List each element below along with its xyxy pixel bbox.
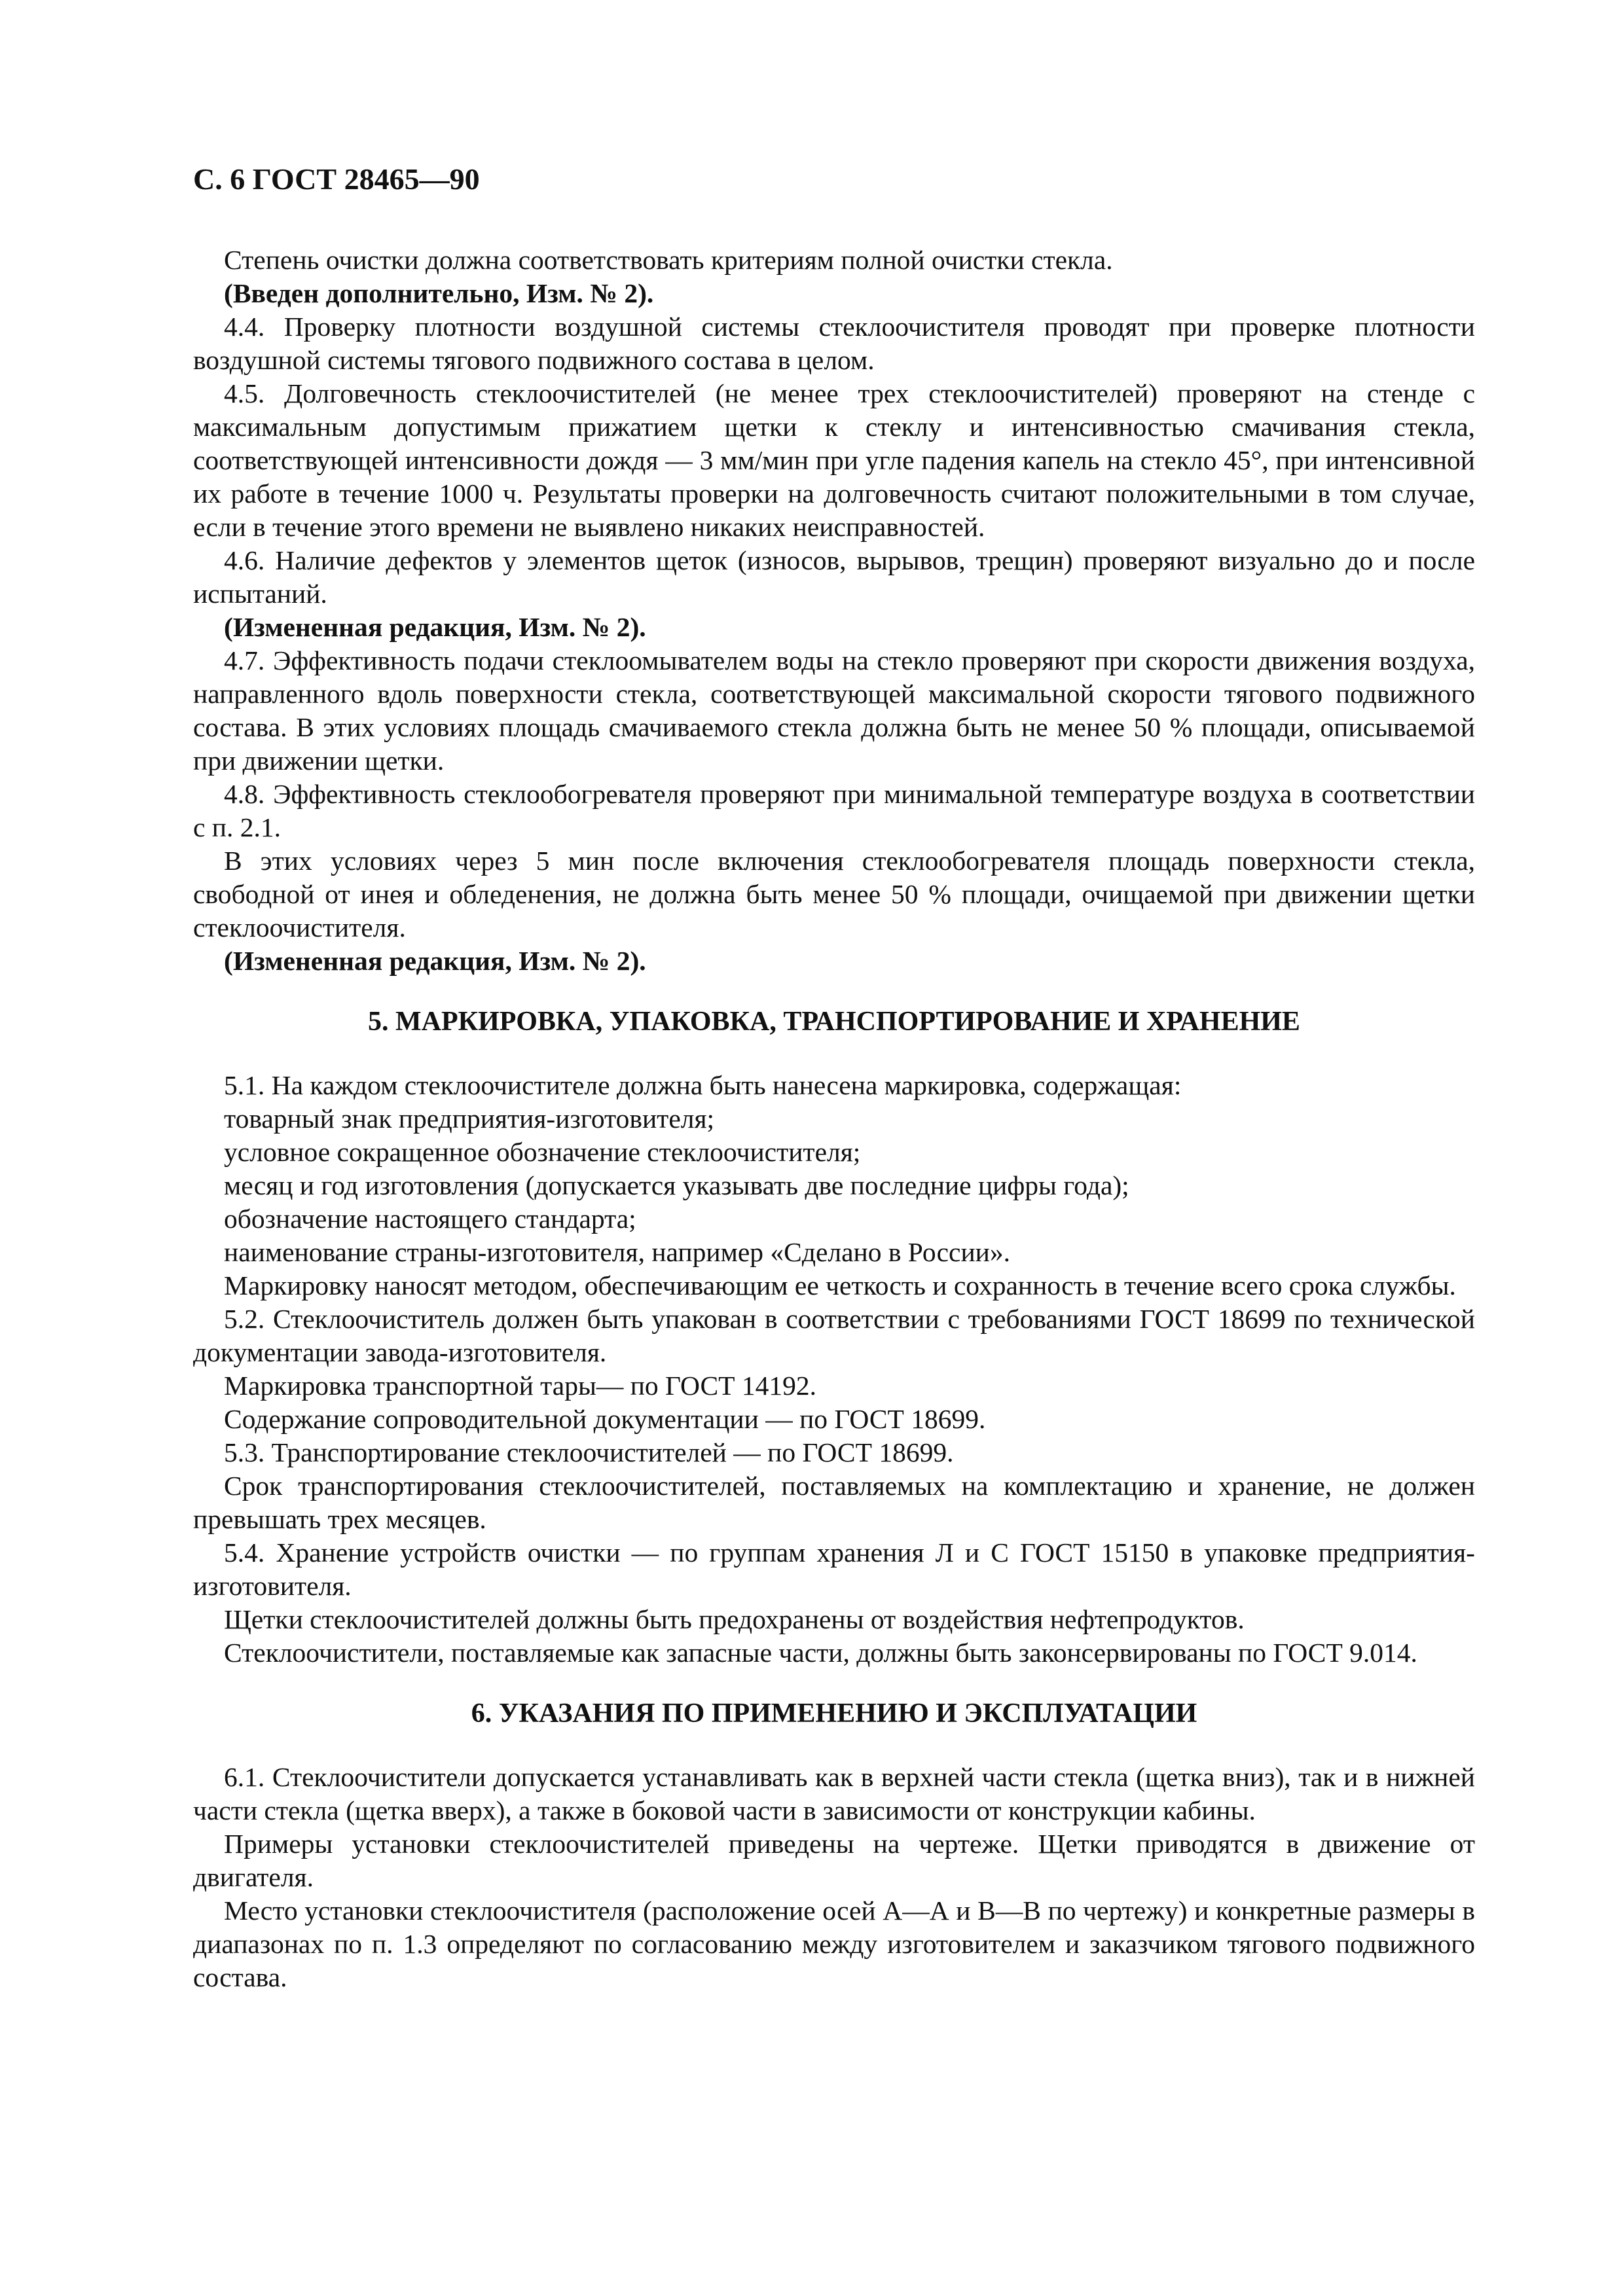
paragraph-spare-parts: Стеклоочистители, поставляемые как запасные части, должны быть законсервированы по ГОСТ 9.014. [224, 1638, 1417, 1668]
paragraph-installation-examples: Примеры установки стеклоочистителей приведены на чертеже. Щетки приводятся в движение от двигателя. [193, 1829, 1475, 1892]
paragraph-transport-tare: Маркировка транспортной тары— по ГОСТ 14192. [224, 1371, 817, 1401]
amendment-note: (Измененная редакция, Изм. № 2). [224, 946, 646, 976]
list-item: наименование страны-изготовителя, например «Сделано в России». [224, 1237, 1011, 1267]
paragraph-brush-protection: Щетки стеклоочистителей должны быть предохранены от воздействия нефтепродуктов. [224, 1604, 1245, 1634]
page-body [193, 243, 1475, 1994]
paragraph-4-8-conditions: В этих условиях через 5 мин после включения стеклообогревателя площадь поверхности стекла, свободной от инея и обледенения, не должна быть менее 50 % площади, очищаемой при движении щетки стеклоочистителя. [193, 846, 1475, 942]
paragraph-5-4: 5.4. Хранение устройств очистки — по группам хранения Л и С ГОСТ 15150 в упаковке предприятия-изготовителя. [193, 1537, 1475, 1601]
list-item: обозначение настоящего стандарта; [224, 1204, 636, 1234]
paragraph-installation-place: Место установки стеклоочистителя (расположение осей А—А и В—В по чертежу) и конкретные размеры в диапазонах по п. 1.3 определяют по согласованию между изготовителем и заказчиком тягового подвижного состава. [193, 1895, 1475, 1992]
section-5-heading: 5. МАРКИРОВКА, УПАКОВКА, ТРАНСПОРТИРОВАНИЕ И ХРАНЕНИЕ [368, 1007, 1300, 1037]
paragraph-transport-period: Срок транспортирования стеклоочистителей, поставляемых на комплектацию и хранение, не должен превышать трех месяцев. [193, 1471, 1475, 1534]
paragraph-5-2: 5.2. Стеклоочиститель должен быть упакован в соответствии с требованиями ГОСТ 18699 по технической документации завода-изготовителя. [193, 1304, 1475, 1367]
paragraph-accompanying-docs: Содержание сопроводительной документации — по ГОСТ 18699. [224, 1404, 986, 1434]
paragraph-4-5: 4.5. Долговечность стеклоочистителей (не менее трех стеклоочистителей) проверяют на стенде с максимальным допустимым прижатием щетки к стеклу и интенсивностью смачивания стекла, соответствующей интенсивности дождя — 3 мм/мин при угле падения капель на стекло 45°, при интенсивной их работе в течение 1000 ч. Результаты проверки на долговечность считают положительными в том случае, если в течение этого времени не выявлено никаких неисправностей. [193, 378, 1475, 542]
spacer [193, 1039, 1475, 1069]
paragraph-4-6: 4.6. Наличие дефектов у элементов щеток (износов, вырывов, трещин) проверяют визуально до и после испытаний. [193, 545, 1475, 609]
paragraph-5-1: 5.1. На каждом стеклоочистителе должна быть нанесена маркировка, содержащая: [224, 1070, 1182, 1100]
list-item: товарный знак предприятия-изготовителя; [224, 1103, 715, 1134]
paragraph-cleaning-degree: Степень очистки должна соответствовать критериям полной очистки стекла. [224, 245, 1113, 275]
running-header: С. 6 ГОСТ 28465—90 [193, 162, 480, 196]
list-item: месяц и год изготовления (допускается указывать две последние цифры года); [224, 1170, 1129, 1200]
amendment-note: (Введен дополнительно, Изм. № 2). [224, 278, 654, 308]
paragraph-4-4: 4.4. Проверку плотности воздушной системы стеклоочистителя проводят при проверке плотности воздушной системы тягового подвижного состава в целом. [193, 312, 1475, 375]
list-item: условное сокращенное обозначение стеклоочистителя; [224, 1137, 861, 1167]
amendment-note: (Измененная редакция, Изм. № 2). [224, 612, 646, 642]
paragraph-4-7: 4.7. Эффективность подачи стеклоомывателем воды на стекло проверяют при скорости движения воздуха, направленного вдоль поверхности стекла, соответствующей максимальной скорости тягового подвижного состава. В этих условиях площадь смачиваемого стекла должна быть не менее 50 % площади, описываемой при движении щетки. [193, 645, 1475, 776]
paragraph-6-1: 6.1. Стеклоочистители допускается устанавливать как в верхней части стекла (щетка вниз), так и в нижней части стекла (щетка вверх), а также в боковой части в зависимости от конструкции кабины. [193, 1762, 1475, 1825]
paragraph-marking-method: Маркировку наносят методом, обеспечивающим ее четкость и сохранность в течение всего срока службы. [224, 1270, 1456, 1300]
section-6-heading: 6. УКАЗАНИЯ ПО ПРИМЕНЕНИЮ И ЭКСПЛУАТАЦИИ [471, 1698, 1197, 1729]
spacer [193, 978, 1475, 1005]
spacer [193, 1670, 1475, 1697]
paragraph-4-8: 4.8. Эффективность стеклообогревателя проверяют при минимальной температуре воздуха в соответствии с п. 2.1. [193, 779, 1475, 842]
spacer [193, 1731, 1475, 1761]
paragraph-5-3: 5.3. Транспортирование стеклоочистителей — по ГОСТ 18699. [224, 1437, 954, 1467]
